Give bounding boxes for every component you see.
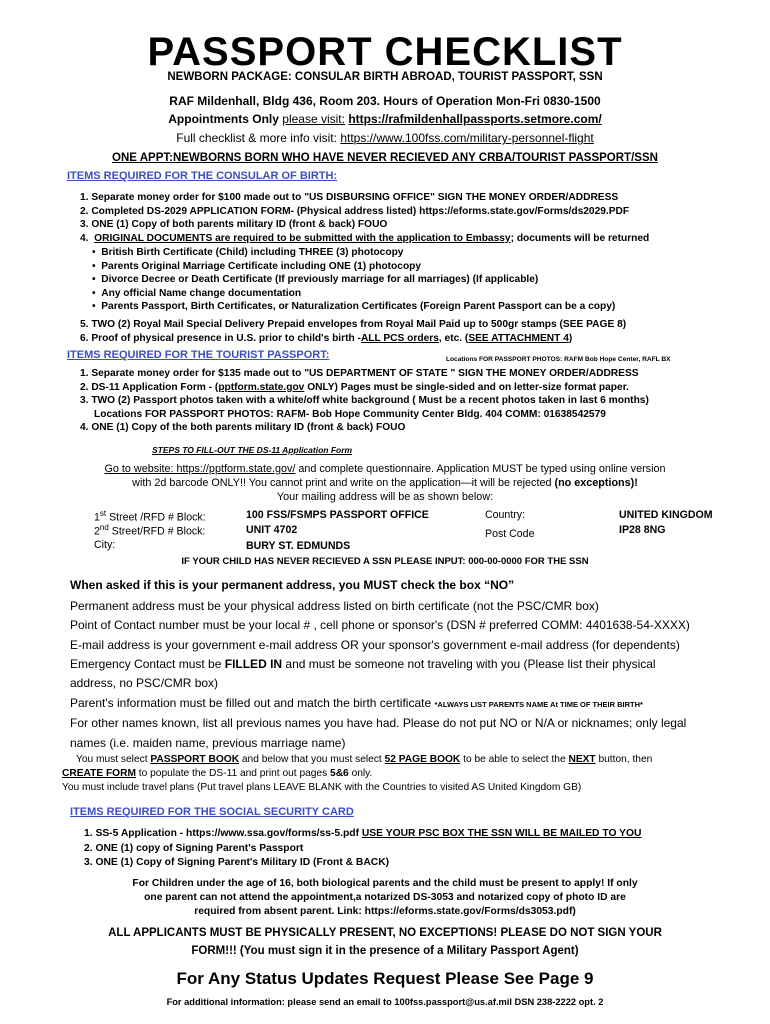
tourist-list	[80, 367, 649, 435]
photo-locations-note: Locations FOR PASSPORT PHOTOS: RAFM Bob Hope Center, RAFL BX	[446, 356, 671, 363]
ssc-item-2: 2. ONE (1) copy of Signing Parent's Passport	[84, 842, 304, 854]
all-applicants-note-2: FORM!!! (You must sign it in the presence of a Military Passport Agent)	[191, 945, 579, 957]
select-instructions-1: You must select PASSPORT BOOK and below that you must select 52 PAGE BOOK to be able to select the NEXT button, then	[76, 754, 653, 765]
street-2-label: 2nd Street/RFD # Block:	[94, 523, 206, 538]
city-label: City:	[94, 539, 116, 551]
tourist-item-3: 3. TWO (2) Passport photos taken with a white/off white background ( Must be a recent photos taken in last 6 months)	[80, 395, 649, 407]
consular-heading: ITEMS REQUIRED FOR THE CONSULAR OF BIRTH:	[67, 170, 338, 182]
steps-line-1: Go to website: https://pptform.state.gov/ and complete questionnaire. Application MUST be typed using online version	[104, 463, 666, 475]
consular-list-cont	[80, 318, 626, 345]
ssc-item-3: 3. ONE (1) Copy of Signing Parent's Military ID (Front & BACK)	[84, 857, 390, 868]
consular-bullet: • Divorce Decree or Death Certificate (If previously marriage for all marriages) (If applicable)	[92, 274, 539, 286]
under-16-note-3: required from absent parent. Link: https://eforms.state.gov/Forms/ds3053.pdf)	[194, 906, 576, 917]
country-value: UNITED KINGDOM	[619, 509, 713, 521]
one-appointment-note: ONE APPT:NEWBORNS BORN WHO HAVE NEVER RECIEVED ANY CRBA/TOURIST PASSPORT/SSN	[112, 152, 658, 164]
item4-rest: ; documents will be returned	[510, 232, 650, 244]
consular-item-6: 6. Proof of physical presence in U.S. prior to child's birth -ALL PCS orders, etc. (SEE ATTACHMENT 4)	[80, 332, 573, 344]
52-page-book-option: 52 PAGE BOOK	[384, 754, 461, 765]
street-1-label: 1st Street /RFD # Block:	[94, 509, 206, 524]
checklist-label: Full checklist & more info visit:	[176, 131, 337, 145]
ssc-heading: ITEMS REQUIRED FOR THE SOCIAL SECURITY CARD	[70, 806, 354, 818]
ssn-note: IF YOUR CHILD HAS NEVER RECIEVED A SSN PLEASE INPUT: 000-00-0000 FOR THE SSN	[181, 556, 589, 567]
permanent-line-6: For other names known, list all previous names you have had. Please do not put NO or N/A or nicknames; only legal	[70, 716, 687, 730]
pptform-link[interactable]: pptform.state.gov	[218, 381, 305, 393]
steps-title: STEPS TO FILL-OUT THE DS-11 Application Form	[152, 445, 353, 455]
original-documents-note: ORIGINAL DOCUMENTS are required to be submitted with the application to Embassy	[94, 232, 511, 244]
checklist-link[interactable]: https://www.100fss.com/military-personnel-flight	[340, 131, 594, 145]
tourist-item-2: 2. DS-11 Application Form - (pptform.state.gov ONLY) Pages must be single-sided and on letter-size format paper.	[80, 381, 629, 393]
page-subtitle: NEWBORN PACKAGE: CONSULAR BIRTH ABROAD, TOURIST PASSPORT, SSN	[167, 71, 603, 83]
travel-plans-note: You must include travel plans (Put travel plans LEAVE BLANK with the Countries to visited AS United Kingdom GB)	[62, 782, 582, 793]
postcode-label: Post Code	[485, 528, 535, 540]
consular-bullet: • British Birth Certificate (Child) including THREE (3) photocopy	[92, 247, 404, 258]
create-form-ref: CREATE FORM	[62, 768, 136, 779]
under-16-note-2: one parent can not attend the appointment,a notarized DS-3053 and notarized copy of photo ID are	[144, 892, 626, 903]
passport-book-option: PASSPORT BOOK	[150, 754, 240, 765]
appointments-label: Appointments Only	[168, 112, 279, 126]
street-2-value: UNIT 4702	[246, 524, 298, 536]
all-applicants-note-1: ALL APPLICANTS MUST BE PHYSICALLY PRESENT, NO EXCEPTIONS! PLEASE DO NOT SIGN YOUR	[108, 927, 662, 939]
consular-bullet-list	[92, 246, 615, 314]
contact-email-note: For additional information: please send an email to 100fss.passport@us.af.mil DSN 238-2222 opt. 2	[166, 997, 604, 1007]
steps-line-2: with 2d barcode ONLY!! You cannot print and write on the application—it will be rejected (no exceptions)!	[132, 477, 638, 489]
consular-bullet: • Parents Passport, Birth Certificates, or Naturalization Certificates (Foreign Parent Passport can be a copy)	[92, 301, 616, 313]
consular-bullet: • Parents Original Marriage Certificate including ONE (1) photocopy	[92, 260, 422, 272]
permanent-line-3: E-mail address is your government e-mail address OR your sponsor's government e-mail address (for dependents)	[70, 638, 680, 652]
appointments-visit: please visit:	[282, 112, 345, 126]
pcs-orders-note: ALL PCS orders	[360, 332, 439, 344]
permanent-line-2: Point of Contact number must be your local # , cell phone or sponsor's (DSN # preferred COMM: 4401638-54-XXXX)	[70, 618, 690, 632]
permanent-address-question: When asked if this is your permanent address, you MUST check the box “NO”	[70, 578, 515, 592]
permanent-line-4: Emergency Contact must be FILLED IN and must be someone not traveling with you (Please list their physical	[70, 657, 656, 671]
tourist-item-1: 1. Separate money order for $135 made out to "US DEPARTMENT OF STATE " SIGN THE MONEY ORDER/ADDRESS	[80, 368, 639, 379]
tourist-heading: ITEMS REQUIRED FOR THE TOURIST PASSPORT:	[67, 349, 330, 361]
ssc-list	[84, 827, 641, 871]
permanent-line-4-cont: address, no PSC/CMR box)	[70, 676, 219, 690]
tourist-item-4: 4. ONE (1) Copy of the both parents military ID (front & back) FOUO	[80, 422, 406, 434]
status-updates-note: For Any Status Updates Request Please See Page 9	[176, 969, 594, 988]
consular-item-4	[80, 232, 649, 246]
office-location: RAF Mildenhall, Bldg 436, Room 203. Hours of Operation Mon-Fri 0830-1500	[169, 94, 601, 108]
consular-item-5: 5. TWO (2) Royal Mail Special Delivery Prepaid envelopes from Royal Mail Paid up to 500gr stamps (SEE PAGE 8)	[80, 319, 627, 330]
country-label: Country:	[485, 509, 526, 521]
appointments-link[interactable]: https://rafmildenhallpassports.setmore.com/	[348, 112, 602, 126]
permanent-line-5: Parent's information must be filled out and match the birth certificate *ALWAYS LIST PARENTS NAME At TIME OF THEIR BIRTH*	[70, 696, 643, 710]
under-16-note-1: For Children under the age of 16, both biological parents and the child must be present to apply! If only	[132, 878, 638, 889]
psc-box-note: USE YOUR PSC BOX THE SSN WILL BE MAILED TO YOU	[361, 828, 642, 839]
permanent-line-1: Permanent address must be your physical address listed on birth certificate (not the PSC/CMR box)	[70, 599, 599, 613]
tourist-item-3-cont: Locations FOR PASSPORT PHOTOS: RAFM- Bob Hope Community Center Bldg. 404 COMM: 01638542579	[94, 408, 606, 420]
item-number: 4.	[80, 232, 89, 244]
postcode-value: IP28 8NG	[619, 524, 666, 536]
appointments-line	[0, 112, 770, 126]
consular-item-3: 3. ONE (1) Copy of both parents military ID (front & back) FOUO	[80, 219, 388, 231]
pptform-website-link[interactable]: Go to website: https://pptform.state.gov/	[104, 463, 296, 475]
page-title: PASSPORT CHECKLIST	[147, 30, 623, 74]
checklist-line	[0, 131, 770, 145]
ssc-item-1: 1. SS-5 Application - https://www.ssa.gov/forms/ss-5.pdf USE YOUR PSC BOX THE SSN WILL BE MAILED TO YOU	[84, 828, 642, 839]
consular-item-2: 2. Completed DS-2029 APPLICATION FORM- (Physical address listed) https://eforms.state.gov/Forms/ds2029.PDF	[80, 205, 630, 217]
steps-line-3: Your mailing address will be as shown below:	[276, 491, 494, 503]
consular-list	[80, 191, 649, 245]
select-instructions-2: CREATE FORM to populate the DS-11 and print out pages 5&6 only.	[62, 768, 373, 779]
consular-item-1: 1. Separate money order for $100 made out to "US DISBURSING OFFICE" SIGN THE MONEY ORDER/ADDRESS	[80, 192, 619, 203]
consular-bullet: • Any official Name change documentation	[92, 287, 302, 299]
next-button-ref: NEXT	[568, 754, 596, 765]
attachment-4-link[interactable]: SEE ATTACHMENT 4	[468, 332, 569, 344]
street-1-value: 100 FSS/FSMPS PASSPORT OFFICE	[246, 509, 429, 521]
city-value: BURY ST. EDMUNDS	[246, 540, 351, 552]
permanent-line-6-cont: names (i.e. maiden name, previous marriage name)	[70, 736, 346, 750]
